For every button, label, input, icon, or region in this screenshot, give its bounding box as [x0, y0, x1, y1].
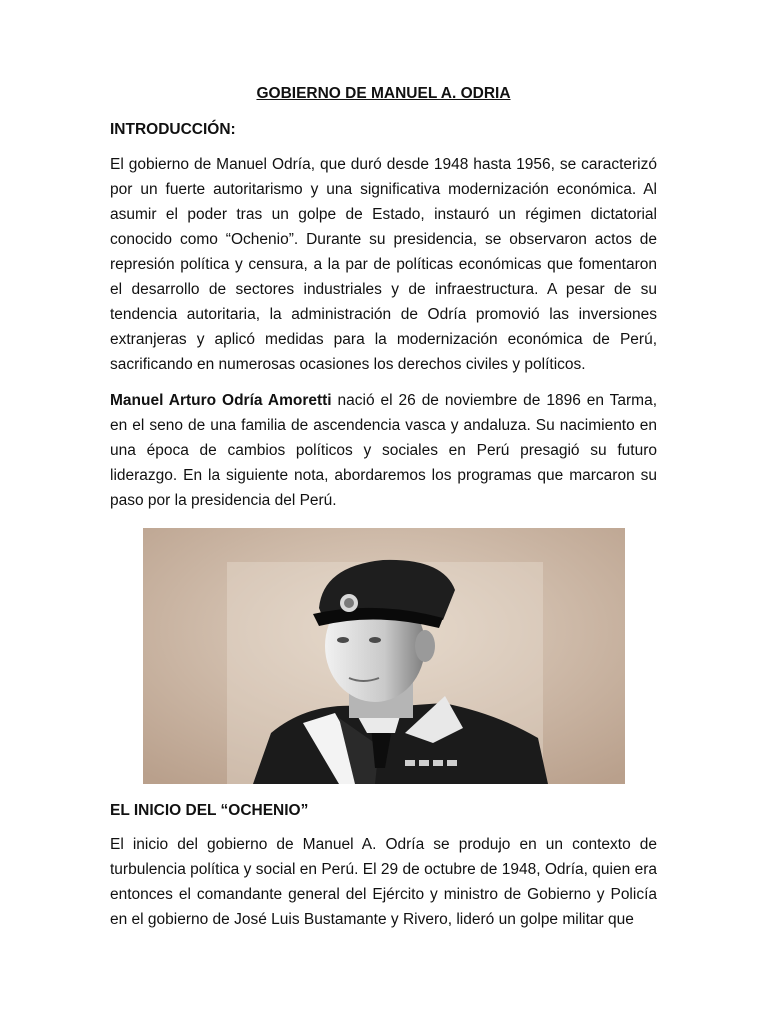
portrait-photo [143, 528, 625, 784]
document-title: GOBIERNO DE MANUEL A. ODRIA [256, 85, 511, 102]
section-paragraph: El inicio del gobierno de Manuel A. Odría se produjo en un contexto de turbulencia política y social en Perú. El 29 de octubre de 1948, Odría, quien era entonces el comandante general del Ejército y ministro de Gobierno y Policía en el gobierno de José Luis Bustamante y Rivero, lideró un golpe militar que [110, 836, 657, 928]
section-heading: EL INICIO DEL “OCHENIO” [110, 802, 309, 819]
intro-heading: INTRODUCCIÓN: [110, 121, 236, 138]
bio-paragraph [110, 388, 657, 513]
intro-paragraph: El gobierno de Manuel Odría, que duró desde 1948 hasta 1956, se caracterizó por un fuerte autoritarismo y una significativa modernización económica. Al asumir el poder tras un golpe de Estado, instauró un régimen dictatorial conocido como “Ochenio”. Durante su presidencia, se observaron actos de represión política y censura, a la par de políticas económicas que fomentaron el desarrollo de sectores industriales y de infraestructura. A pesar de su tendencia autoritaria, la administración de Odría promovió las inversiones extranjeras y aplicó medidas para la modernización económica de Perú, sacrificando en numerosas ocasiones los derechos civiles y políticos. [110, 156, 657, 373]
bio-text: nació el 26 de noviembre de 1896 en Tarma, en el seno de una familia de ascendencia vasca y andaluza. Su nacimiento en una época de cambios políticos y sociales en Perú presagió su futuro liderazgo. En la siguiente nota, abordaremos los programas que marcaron su paso por la presidencia del Perú. [110, 392, 658, 509]
bio-name: Manuel Arturo Odría Amoretti [110, 392, 332, 409]
